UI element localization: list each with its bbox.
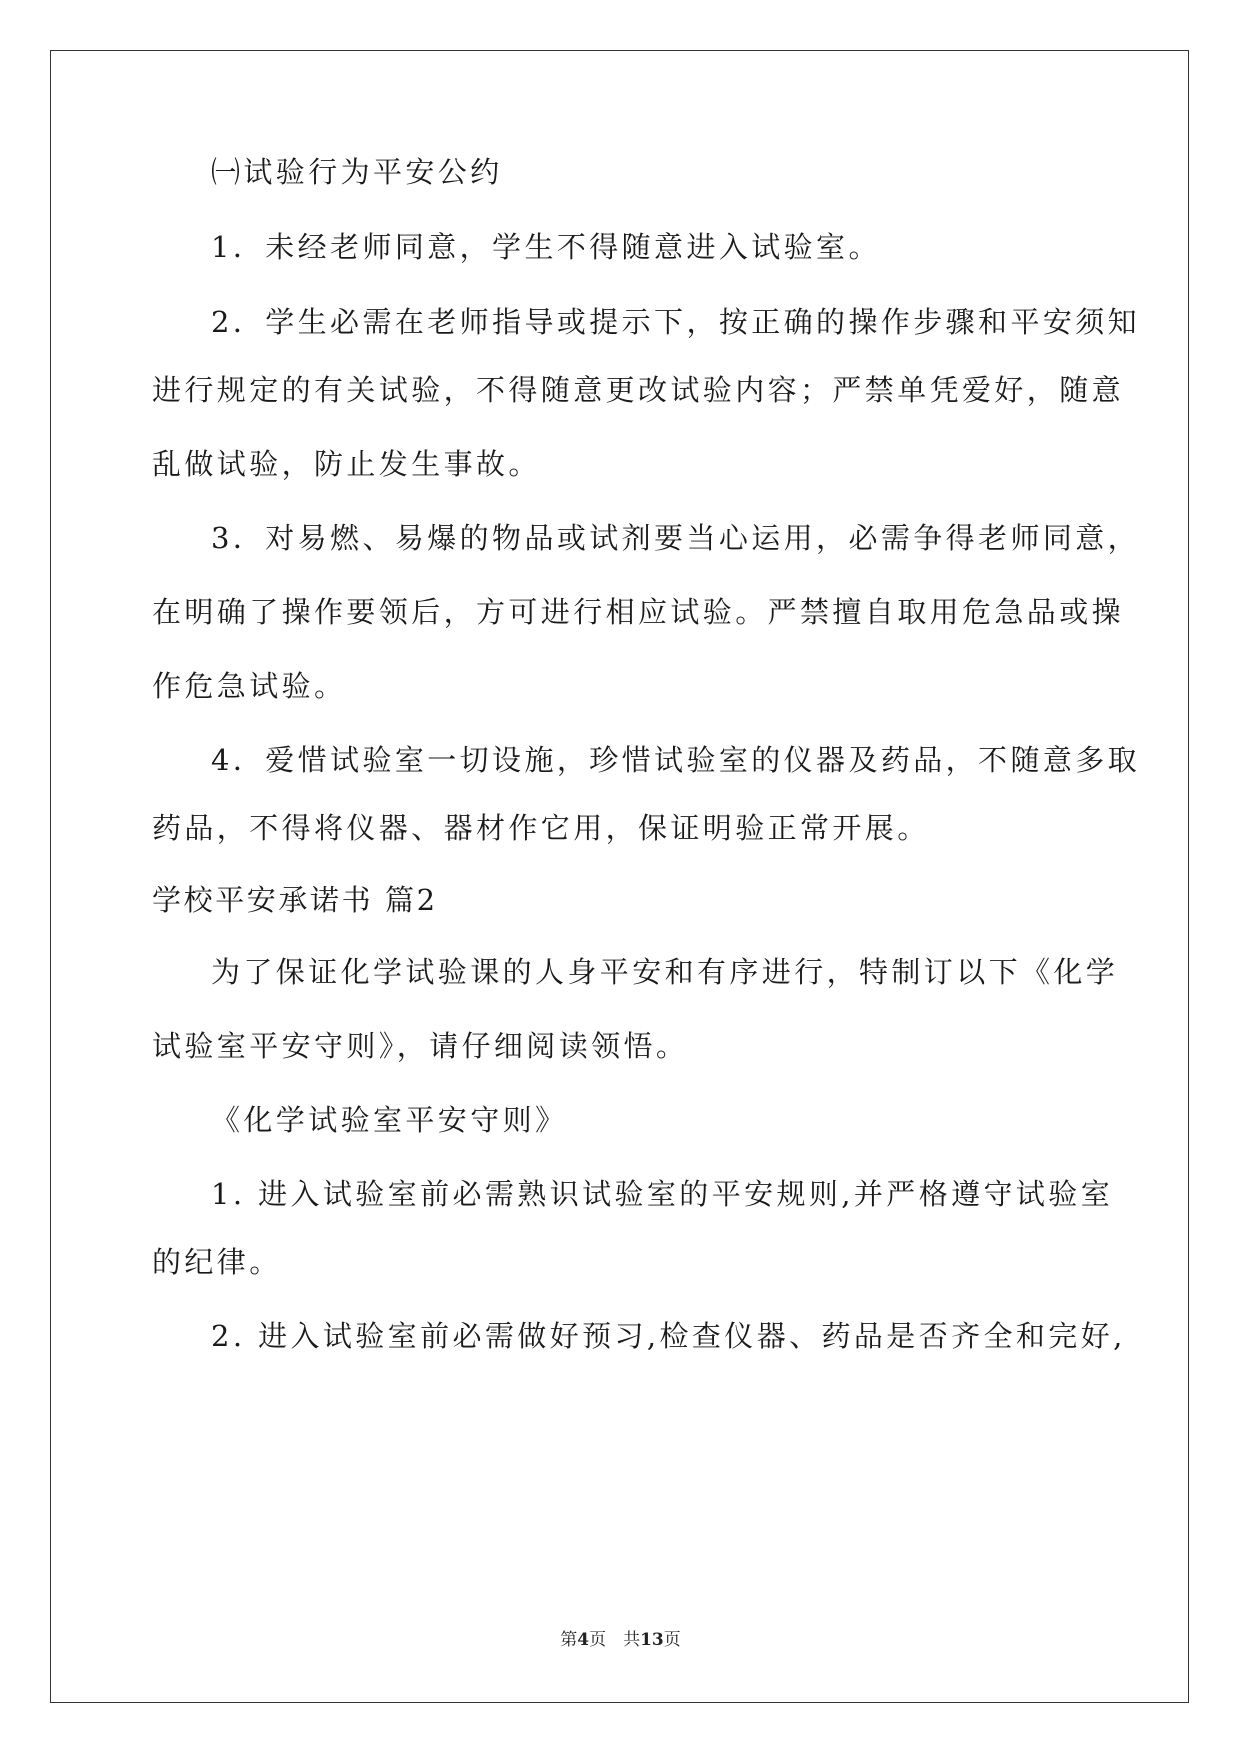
paragraph-line: 在明确了操作要领后，方可进行相应试验。严禁擅自取用危急品或操 <box>152 595 1125 629</box>
page-border <box>50 50 1189 1703</box>
paragraph-line: 为了保证化学试验课的人身平安和有序进行，特制订以下《化学 <box>211 955 1119 989</box>
article-title: 学校平安承诺书 篇2 <box>152 883 438 917</box>
page-footer <box>0 1628 1241 1652</box>
total-page-number: 13 <box>640 1630 664 1650</box>
footer-suffix: 页 <box>663 1630 681 1650</box>
paragraph-line: 作危急试验。 <box>152 669 347 703</box>
current-page-number: 4 <box>577 1630 590 1650</box>
paragraph-line: 2. 进入试验室前必需做好预习,检查仪器、药品是否齐全和完好, <box>211 1319 1126 1353</box>
paragraph-line: 3．对易燃、易爆的物品或试剂要当心运用，必需争得老师同意， <box>211 521 1141 555</box>
footer-prefix: 第 <box>560 1630 578 1650</box>
paragraph-line: 2．学生必需在老师指导或提示下，按正确的操作步骤和平安须知 <box>211 305 1141 339</box>
paragraph-line: 的纪律。 <box>152 1245 282 1279</box>
paragraph-line: 4．爱惜试验室一切设施，珍惜试验室的仪器及药品，不随意多取 <box>211 743 1141 777</box>
paragraph-line: 药品，不得将仪器、器材作它用，保证明验正常开展。 <box>152 811 930 845</box>
paragraph-line: 乱做试验，防止发生事故。 <box>152 447 541 481</box>
footer-middle: 页 共 <box>589 1630 641 1650</box>
paragraph-line: 1．未经老师同意，学生不得随意进入试验室。 <box>211 230 881 264</box>
rules-title: 《化学试验室平安守则》 <box>211 1103 568 1137</box>
paragraph-line: 1. 进入试验室前必需熟识试验室的平安规则,并严格遵守试验室 <box>211 1177 1114 1211</box>
paragraph-line: 进行规定的有关试验，不得随意更改试验内容；严禁单凭爱好，随意 <box>152 373 1125 407</box>
section-heading: ㈠试验行为平安公约 <box>211 155 503 189</box>
paragraph-line: 试验室平安守则》，请仔细阅读领悟。 <box>152 1029 689 1063</box>
